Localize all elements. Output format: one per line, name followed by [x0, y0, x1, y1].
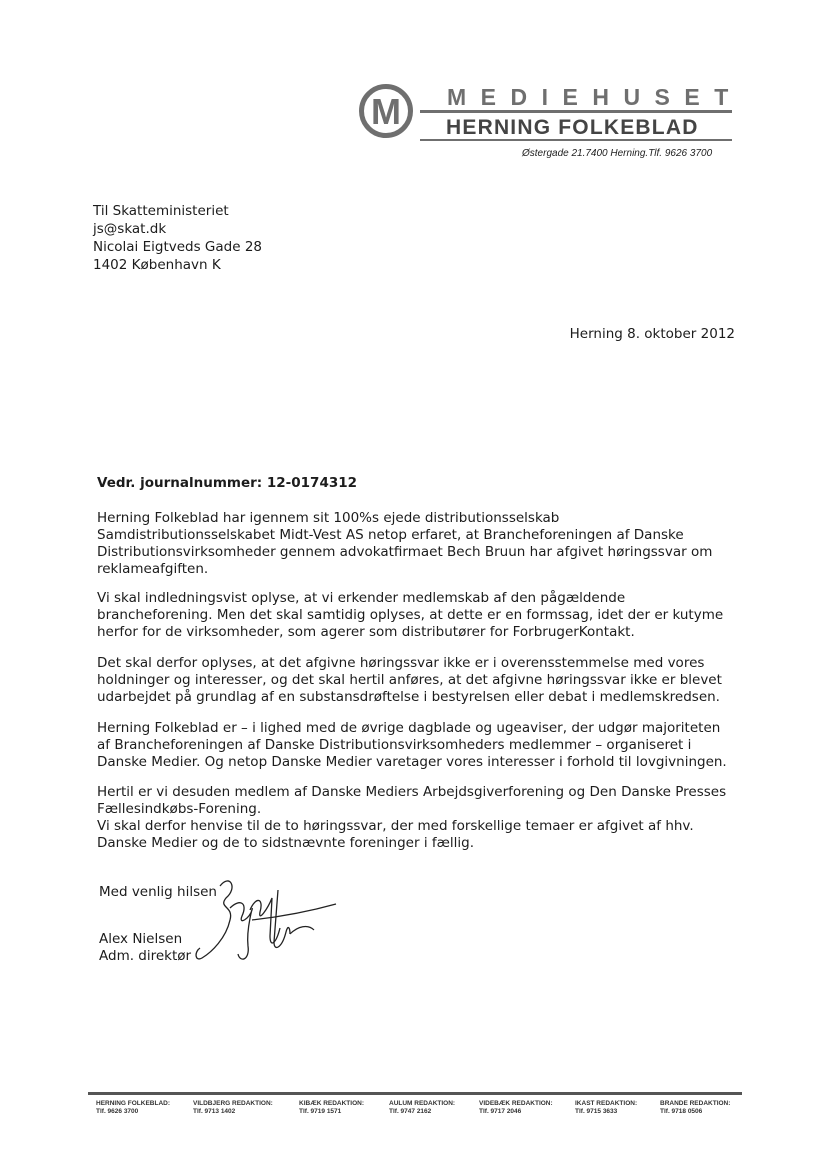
footer-contact-phone: Tlf. 9718 0506 — [660, 1108, 703, 1115]
footer-contact-phone: Tlf. 9713 1402 — [193, 1108, 236, 1115]
brand-divider — [420, 110, 732, 113]
text-line: Det skal derfor oplyses, at det afgivne høringssvar ikke er i overensstemmelse med vores — [97, 655, 705, 671]
recipient-line: 1402 København K — [93, 257, 221, 273]
paragraph-1 — [97, 510, 747, 578]
brand-name-top: MEDIEHUSET — [447, 84, 743, 110]
text-line: Vi skal indledningsvist oplyse, at vi erkender medlemskab af den pågældende — [97, 590, 626, 606]
footer-contact-phone: Tlf. 9717 2046 — [479, 1108, 522, 1115]
footer-contact — [193, 1100, 273, 1116]
brand-underline — [420, 139, 732, 141]
text-line: reklameafgiften. — [97, 561, 209, 577]
footer-contact-name: IKAST REDAKTION: — [575, 1100, 638, 1107]
footer-contact-phone: Tlf. 9626 3700 — [96, 1108, 139, 1115]
signer-title: Adm. direktør — [99, 948, 192, 964]
text-line: Samdistributionsselskabet Midt-Vest AS netop erfaret, at Brancheforeningen af Danske — [97, 527, 684, 543]
logo-icon — [359, 84, 413, 138]
footer-contact-name: KIBÆK REDAKTION: — [299, 1100, 364, 1107]
paragraph-3 — [97, 655, 747, 706]
footer-contact — [299, 1100, 364, 1116]
paragraph-4 — [97, 720, 747, 771]
paragraph-5 — [97, 784, 747, 852]
footer-contact-name: VILDBJERG REDAKTION: — [193, 1100, 273, 1107]
recipient-line: Til Skatteministeriet — [93, 203, 229, 219]
footer-contact-phone: Tlf. 9719 1571 — [299, 1108, 342, 1115]
subject-line: Vedr. journalnummer: 12-0174312 — [97, 475, 358, 491]
footer-divider — [88, 1092, 742, 1095]
letter-date: Herning 8. oktober 2012 — [569, 326, 735, 342]
footer-contact-name: BRANDE REDAKTION: — [660, 1100, 731, 1107]
text-line: brancheforening. Men det skal samtidig oplyses, at dette er en formssag, idet der er kutyme — [97, 607, 724, 623]
signer-name: Alex Nielsen — [99, 931, 183, 947]
brand-name-bottom: HERNING FOLKEBLAD — [446, 116, 699, 139]
footer-contact-name: HERNING FOLKEBLAD: — [96, 1100, 171, 1107]
text-line: herfor for de virksomheder, som agerer som distributører for ForbrugerKontakt. — [97, 624, 635, 640]
logo-letter: M — [371, 91, 401, 132]
recipient-line: Nicolai Eigtveds Gade 28 — [93, 239, 263, 255]
text-line: Danske Medier og de to sidstnævnte foreninger i fællig. — [97, 835, 474, 851]
closing-greeting: Med venlig hilsen — [99, 884, 217, 900]
footer-contact — [96, 1100, 170, 1116]
footer-contact — [479, 1100, 553, 1116]
footer-contact-phone: Tlf. 9747 2162 — [389, 1108, 432, 1115]
footer-contact-name: AULUM REDAKTION: — [389, 1100, 456, 1107]
text-line: Danske Medier. Og netop Danske Medier varetager vores interesser i forhold til lovgivningen. — [97, 754, 727, 770]
footer-contact-phone: Tlf. 9715 3633 — [575, 1108, 618, 1115]
text-line: Distributionsvirksomheder gennem advokatfirmaet Bech Bruun har afgivet høringssvar om — [97, 544, 713, 560]
text-line: udarbejdet på grundlag af en substansdrøftelse i bestyrelsen eller debat i medlemskredsen. — [97, 689, 720, 705]
recipient-address — [93, 202, 262, 274]
text-line: Hertil er vi desuden medlem af Danske Mediers Arbejdsgiverforening og Den Danske Presses — [97, 784, 727, 800]
text-line: holdninger og interesser, og det skal hertil anføres, at det afgivne høringssvar ikke er blevet — [97, 672, 722, 688]
footer-contact — [660, 1100, 730, 1116]
text-line: Herning Folkeblad er – i lighed med de øvrige dagblade og ugeaviser, der udgør majoriteten — [97, 720, 721, 736]
recipient-line: js@skat.dk — [93, 221, 167, 237]
letterhead-address: Østergade 21.7400 Herning.Tlf. 9626 3700 — [522, 148, 713, 159]
paragraph-2 — [97, 590, 747, 641]
footer-contact — [575, 1100, 637, 1116]
footer-contact — [389, 1100, 455, 1116]
text-line: Fællesindkøbs-Forening. — [97, 801, 262, 817]
footer-contact-name: VIDEBÆK REDAKTION: — [479, 1100, 553, 1107]
signature-icon — [190, 868, 340, 968]
text-line: Herning Folkeblad har igennem sit 100%s ejede distributionsselskab — [97, 510, 560, 526]
text-line: af Brancheforeningen af Danske Distributionsvirksomheders medlemmer – organiseret i — [97, 737, 692, 753]
text-line: Vi skal derfor henvise til de to høringssvar, der med forskellige temaer er afgivet af hhv. — [97, 818, 694, 834]
